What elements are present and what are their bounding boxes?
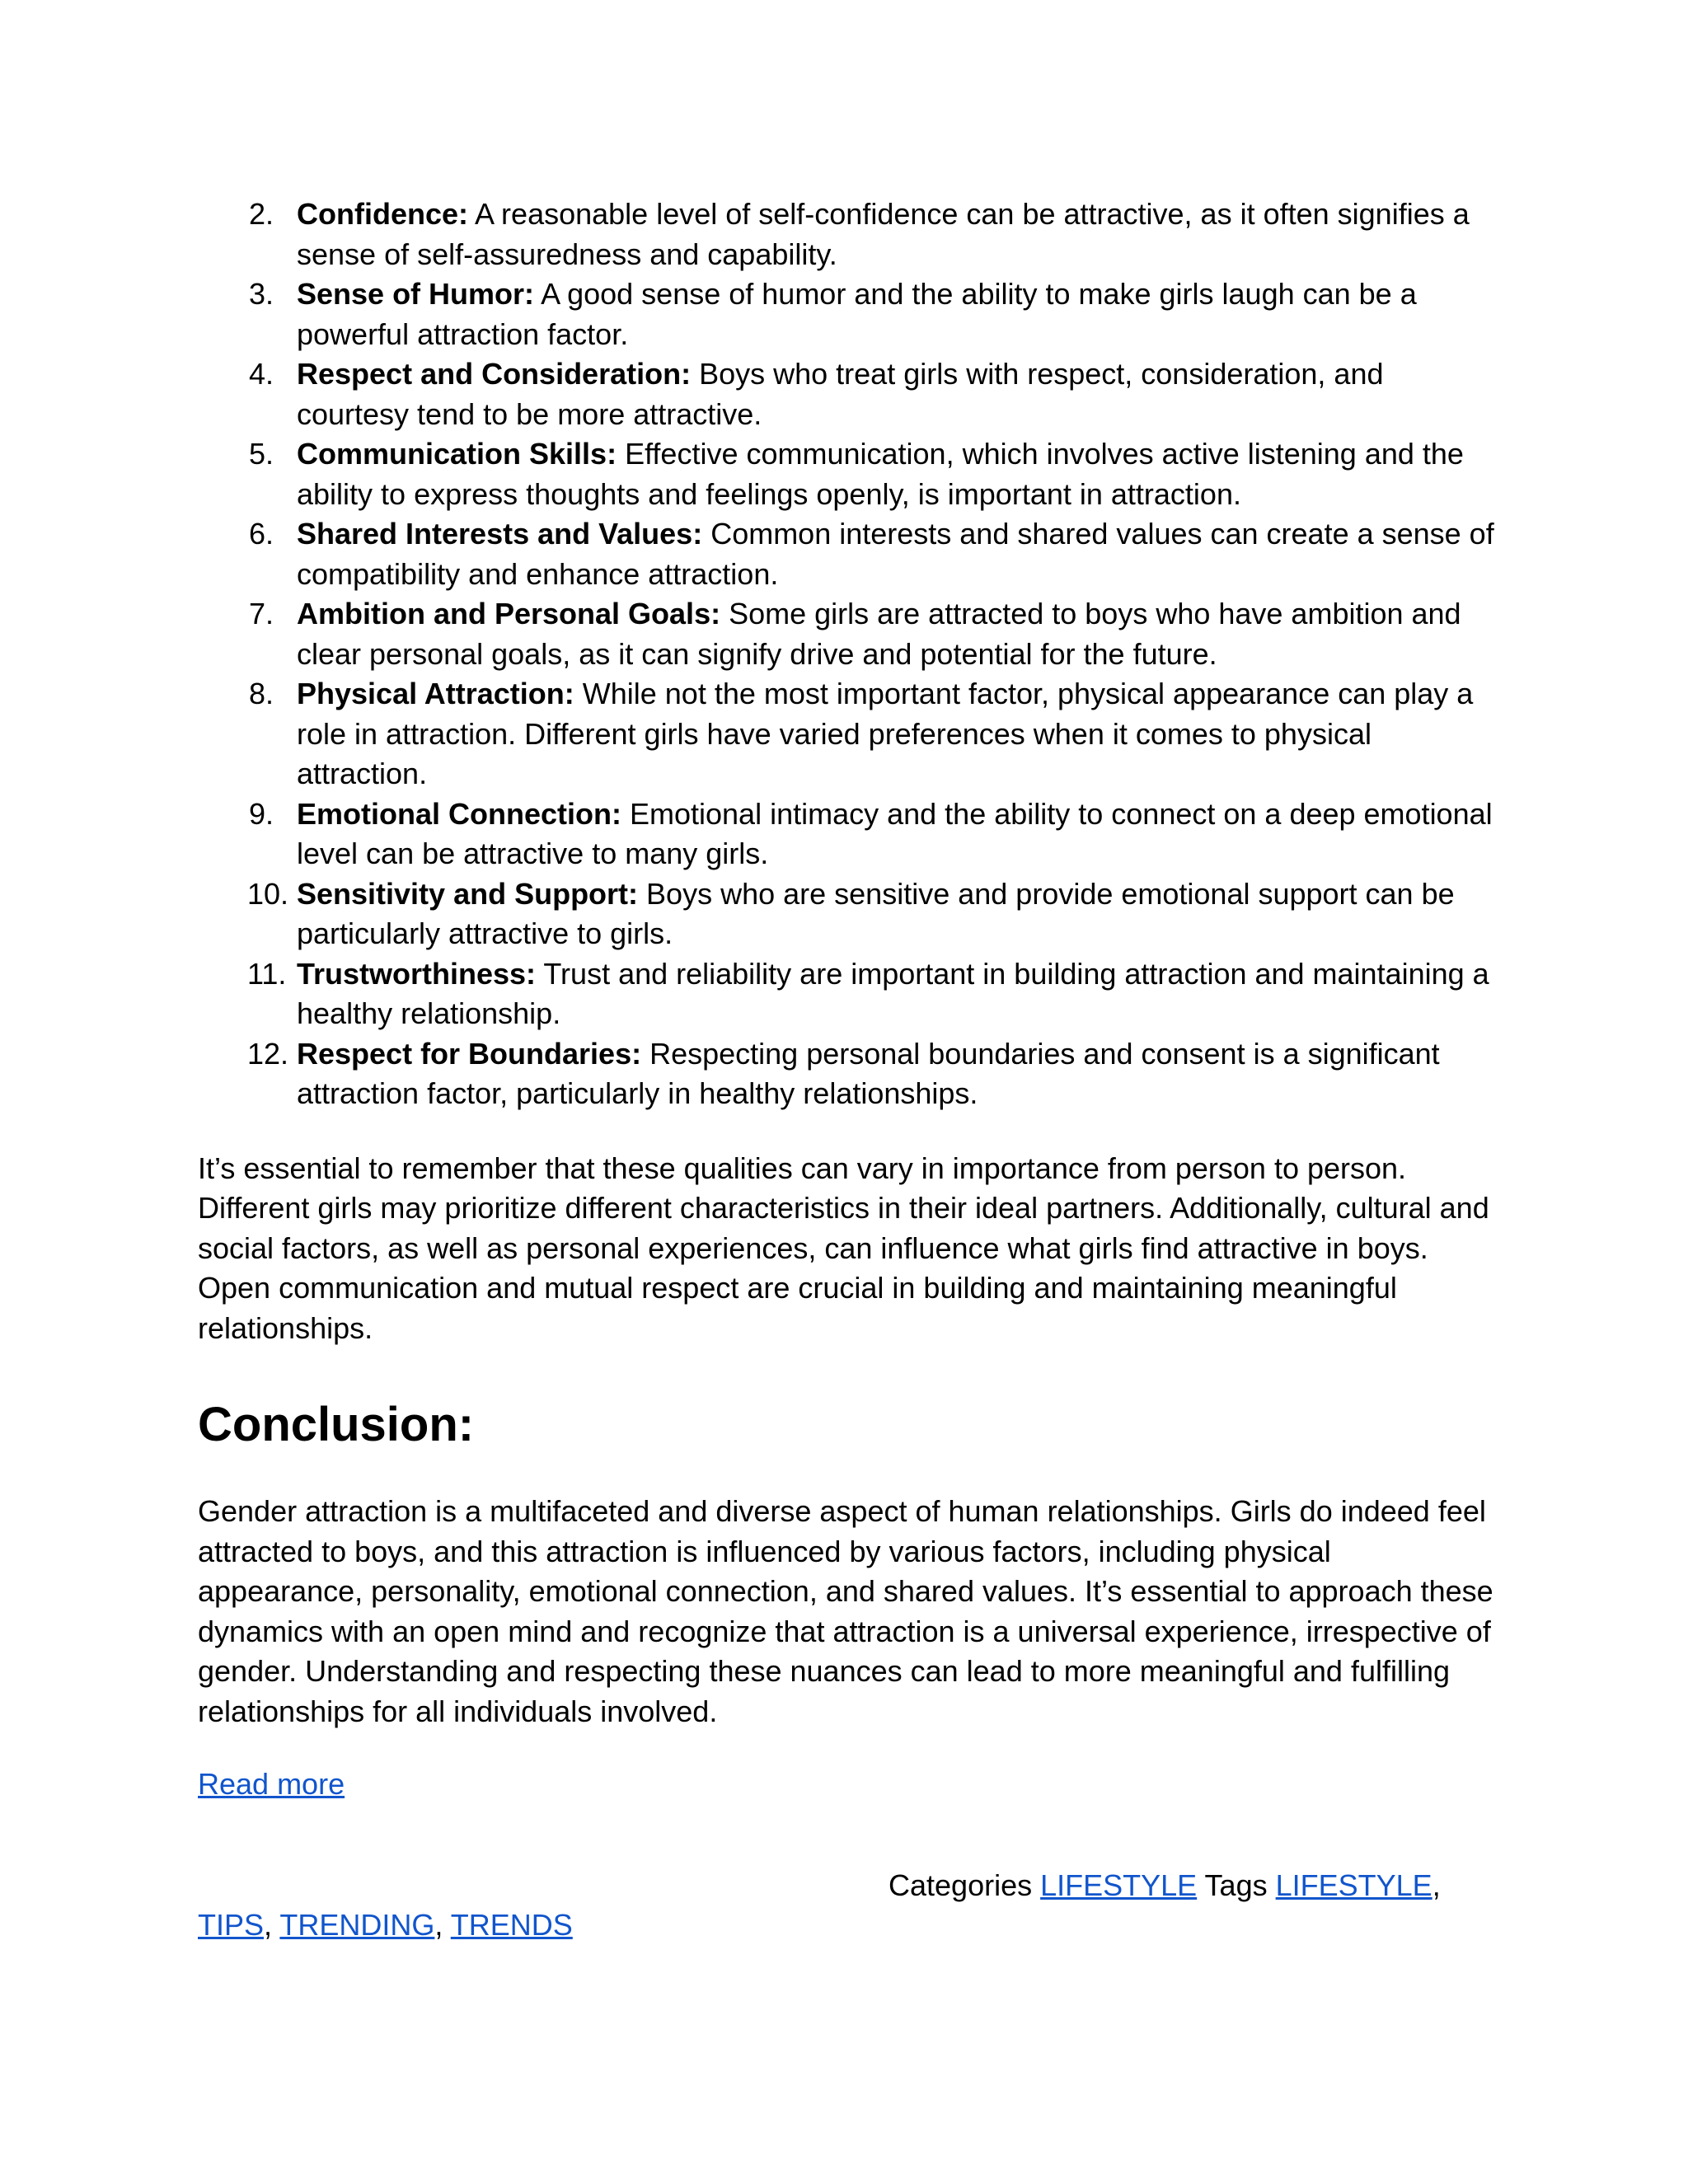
list-item bbox=[198, 594, 1500, 674]
tag-link-trending[interactable]: TRENDING bbox=[279, 1908, 435, 1942]
list-item-number: 12. bbox=[247, 1036, 289, 1071]
list-item bbox=[198, 514, 1500, 594]
list-item-term: Respect for Boundaries: bbox=[297, 1036, 642, 1071]
list-item-number: 10. bbox=[247, 876, 289, 911]
list-item-text: Boys who treat girls with respect, consideration, and courtesy tend to be more attractive. bbox=[297, 357, 1384, 431]
list-item-number: 7. bbox=[248, 597, 274, 630]
list-item-term: Emotional Connection: bbox=[297, 796, 621, 831]
list-item-term: Communication Skills: bbox=[297, 437, 617, 471]
tag-separator: , bbox=[1432, 1868, 1441, 1902]
list-item-text: While not the most important factor, physical appearance can play a role in attraction. Different girls have varied preferences when it comes to physical attraction. bbox=[297, 677, 1474, 790]
list-item-term: Respect and Consideration: bbox=[297, 357, 692, 391]
list-item-text: Emotional intimacy and the ability to connect on a deep emotional level can be attractive to many girls. bbox=[297, 796, 1493, 870]
list-item-number: 8. bbox=[248, 677, 274, 710]
list-item-number: 11. bbox=[247, 956, 287, 991]
list-item-text: Respecting personal boundaries and consent is a significant attraction factor, particularly in healthy relationships. bbox=[297, 1036, 1440, 1110]
list-item bbox=[198, 674, 1500, 794]
list-item-text: Common interests and shared values can create a sense of compatibility and enhance attraction. bbox=[297, 517, 1494, 591]
document-page bbox=[198, 194, 1500, 1946]
tag-separator: , bbox=[434, 1908, 443, 1942]
tags-label: Tags bbox=[1204, 1868, 1268, 1902]
list-item bbox=[198, 1034, 1500, 1114]
list-item-number: 2. bbox=[248, 197, 274, 231]
list-item-number: 3. bbox=[248, 277, 274, 311]
list-item bbox=[198, 354, 1500, 434]
list-item-number: 9. bbox=[248, 796, 274, 831]
list-item-term: Sense of Humor: bbox=[297, 277, 535, 311]
list-item bbox=[198, 274, 1500, 354]
read-more-row bbox=[198, 1765, 1500, 1805]
tag-link-tips[interactable]: TIPS bbox=[198, 1908, 265, 1942]
list-item bbox=[198, 794, 1500, 874]
categories-label: Categories bbox=[889, 1868, 1033, 1902]
list-item bbox=[198, 954, 1500, 1034]
list-item-number: 4. bbox=[248, 357, 274, 391]
list-item-text: Some girls are attracted to boys who have ambition and clear personal goals, as it can signify drive and potential for the future. bbox=[297, 597, 1461, 671]
list-item-text: A good sense of humor and the ability to make girls laugh can be a powerful attraction factor. bbox=[297, 277, 1417, 351]
tag-separator: , bbox=[264, 1908, 273, 1942]
list-item-term: Ambition and Personal Goals: bbox=[297, 597, 721, 630]
list-item-term: Shared Interests and Values: bbox=[297, 517, 703, 551]
list-item-text: Boys who are sensitive and provide emotional support can be particularly attractive to girls. bbox=[297, 876, 1455, 950]
attraction-factors-list bbox=[198, 194, 1500, 1114]
read-more-link[interactable]: Read more bbox=[198, 1767, 345, 1801]
category-link-lifestyle[interactable]: LIFESTYLE bbox=[1040, 1868, 1198, 1902]
list-item-text: A reasonable level of self-confidence can be attractive, as it often signifies a sense of self-assuredness and capability. bbox=[297, 197, 1470, 271]
tag-link-trends[interactable]: TRENDS bbox=[450, 1908, 573, 1942]
list-item-term: Physical Attraction: bbox=[297, 677, 574, 710]
list-item-term: Sensitivity and Support: bbox=[297, 876, 639, 911]
conclusion-paragraph: Gender attraction is a multifaceted and diverse aspect of human relationships. Girls do indeed feel attracted to boys, and this attraction is influenced by various factors, including physical appearance, personality, emotional connection, and shared values. It’s essential to approach these dynamics with an open mind and recognize that attraction is a universal experience, irrespective of gender. Understanding and respecting these nuances can lead to more meaningful and fulfilling relationships for all individuals involved. bbox=[198, 1494, 1493, 1728]
list-item bbox=[198, 194, 1500, 274]
list-item-text: Trust and reliability are important in building attraction and maintaining a healthy relationship. bbox=[297, 956, 1489, 1030]
list-item bbox=[198, 874, 1500, 954]
conclusion-heading: Conclusion: bbox=[198, 1398, 475, 1451]
list-item bbox=[198, 434, 1500, 514]
list-item-term: Confidence: bbox=[297, 197, 469, 231]
list-item-term: Trustworthiness: bbox=[297, 956, 537, 991]
tag-link-lifestyle[interactable]: LIFESTYLE bbox=[1275, 1868, 1432, 1902]
post-meta bbox=[198, 1866, 1500, 1946]
list-item-number: 5. bbox=[248, 437, 274, 471]
list-item-text: Effective communication, which involves active listening and the ability to express thoughts and feelings openly, is important in attraction. bbox=[297, 437, 1464, 511]
closing-paragraph: It’s essential to remember that these qualities can vary in importance from person to person. Different girls may prioritize different characteristics in their ideal partners. Additionally, cultural and social factors, as well as personal experiences, can influence what girls find attractive in boys. Open communication and mutual respect are crucial in building and maintaining meaningful relationships. bbox=[198, 1151, 1489, 1345]
list-item-number: 6. bbox=[248, 517, 274, 551]
